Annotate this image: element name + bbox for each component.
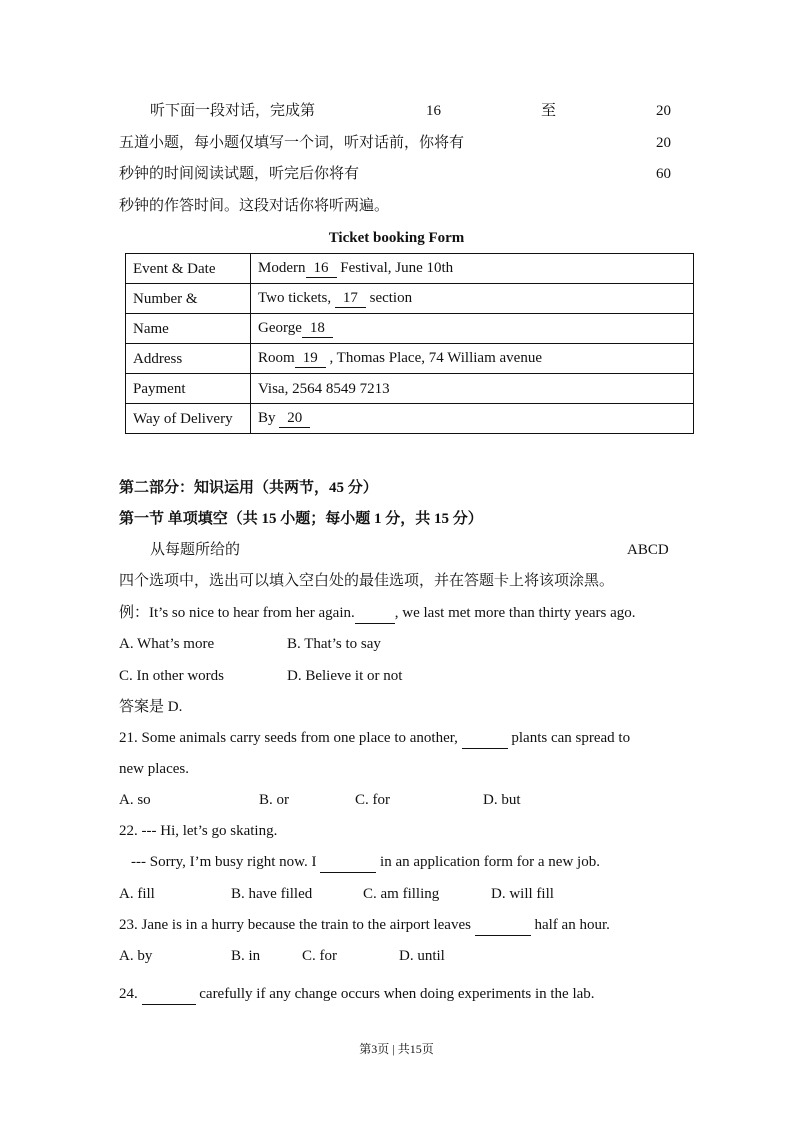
q21-option-c: C. for [355,792,390,808]
example-question [119,603,636,624]
form-row [126,344,694,374]
form-value-text: Room [258,350,295,366]
q24-number: 24. [119,986,138,1002]
example-option-a: A. What’s more [119,636,215,652]
intro-number-20: 20 [656,103,671,119]
form-row-label: Name [126,314,251,344]
intro-line-4: 秒钟的作答时间。这段对话你将听两遍。 [119,198,390,214]
q22-option-d: D. will fill [491,886,554,902]
form-row-label: Number & [126,284,251,314]
example-question-end: , we last met more than thirty years ago. [394,605,636,621]
q21-question-end: plants can spread to [511,730,631,746]
q24-question [119,984,595,1005]
example-option-d: D. Believe it or not [287,668,403,684]
form-blank-number: 19 [295,349,326,368]
q23-question-start: 23. Jane is in a hurry because the train to the airport leaves [119,917,471,933]
example-question-start: 例：It’s so nice to hear from her again. [119,605,355,621]
form-row-label: Payment [126,374,251,404]
example-blank [355,603,395,624]
intro-line-3: 秒钟的时间阅读试题，听完后你将有 [119,166,360,182]
form-row [126,374,694,404]
form-row [126,314,694,344]
form-row-label: Event & Date [126,254,251,284]
form-row [126,254,694,284]
intro-line-1: 听下面一段对话，完成第 [150,103,316,119]
q22-question-end: in an application form for a new job. [380,854,600,870]
q21-option-a: A. so [119,792,151,808]
form-row-value [251,284,694,314]
q21-option-b: B. or [259,792,289,808]
form-value-text-end: section [365,290,413,306]
q22-line-1: 22. --- Hi, let’s go skating. [119,823,278,839]
form-blank-number: 17 [335,289,366,308]
q22-option-a: A. fill [119,886,155,902]
form-blank-number: 20 [279,409,310,428]
instruction-line-1: 从每题所给的 [150,542,241,558]
form-row-value [251,374,694,404]
q23-option-a: A. by [119,948,153,964]
form-value-text: Two tickets, [258,290,335,306]
intro-line-2: 五道小题，每小题仅填写一个词，听对话前，你将有 [119,135,465,151]
example-answer: 答案是 D. [119,699,183,715]
form-value-text: George [258,320,302,336]
q22-question [131,852,600,873]
page-footer: 第3页 | 共15页 [359,1042,434,1056]
q22-question-start: --- Sorry, I’m busy right now. I [131,854,317,870]
q23-question [119,915,610,936]
q24-question-end: carefully if any change occurs when doing experiments in the lab. [199,986,595,1002]
q21-question [119,728,630,749]
form-row-value [251,254,694,284]
form-blank-number: 16 [306,259,337,278]
q21-blank [462,728,508,749]
form-row-label: Way of Delivery [126,404,251,434]
q22-option-c: C. am filling [363,886,440,902]
part2-heading: 第二部分：知识运用（共两节，45 分） [119,480,378,496]
q24-blank [142,984,196,1005]
q23-blank [475,915,531,936]
q21-option-d: D. but [483,792,521,808]
example-option-c: C. In other words [119,668,224,684]
form-row [126,284,694,314]
form-value-text-end: , Thomas Place, 74 William avenue [325,350,542,366]
q21-continuation: new places. [119,761,189,777]
q23-option-b: B. in [231,948,261,964]
form-value-text: Modern [258,260,306,276]
q21-question-start: 21. Some animals carry seeds from one place to another, [119,730,458,746]
form-value-text: By [258,410,280,426]
form-row [126,404,694,434]
form-row-value [251,344,694,374]
q23-option-c: C. for [302,948,337,964]
form-row-label: Address [126,344,251,374]
form-value-text: Visa, 2564 8549 7213 [258,380,390,397]
ticket-booking-table [125,253,694,434]
section1-heading: 第一节 单项填空（共 15 小题；每小题 1 分，共 15 分） [119,511,483,527]
intro-to: 至 [541,103,557,119]
q23-question-end: half an hour. [534,917,610,933]
q22-blank [320,852,376,873]
form-row-value [251,404,694,434]
intro-number-16: 16 [426,103,441,119]
form-value-text-end: Festival, June 10th [336,260,454,276]
form-blank-number: 18 [302,319,333,338]
q23-option-d: D. until [399,948,445,964]
instruction-abcd: ABCD [627,542,669,558]
example-option-b: B. That’s to say [287,636,381,652]
form-row-value [251,314,694,344]
form-title: Ticket booking Form [328,230,465,246]
intro-seconds-20: 20 [656,135,671,151]
intro-seconds-60: 60 [656,166,671,182]
instruction-line-2: 四个选项中，选出可以填入空白处的最佳选项，并在答题卡上将该项涂黑。 [119,573,615,589]
q22-option-b: B. have filled [231,886,313,902]
